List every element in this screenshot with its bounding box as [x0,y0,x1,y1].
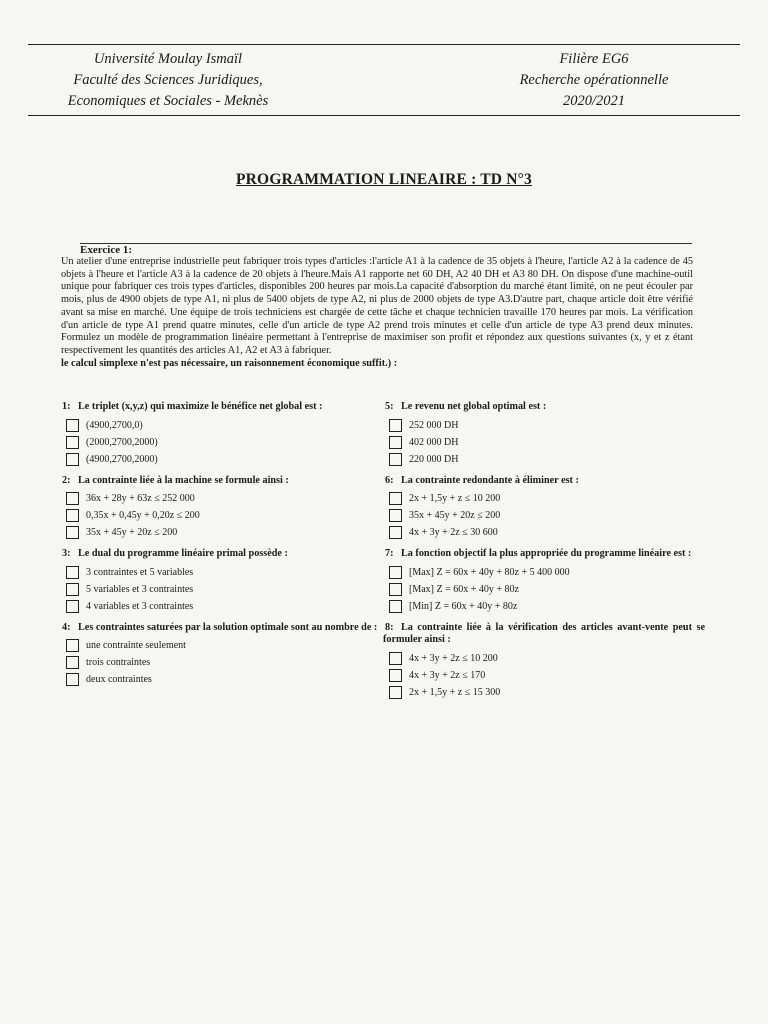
answer-option[interactable] [383,507,705,524]
question-label: Le triplet (x,y,z) qui maximize le bénéfice net global est : [78,401,323,412]
answer-option-label: 2x + 1,5y + z ≤ 15 300 [409,686,501,698]
answer-option[interactable] [60,507,382,524]
question-text [60,622,382,635]
answer-checkbox[interactable] [389,686,402,699]
university-name: Université Moulay Ismaïl [93,51,243,67]
answer-option-label: 35x + 45y + 20z ≤ 200 [86,527,178,538]
answer-option[interactable] [60,451,382,468]
question-number: 5: [385,401,394,412]
course-block [490,49,698,112]
answer-option[interactable] [383,650,705,667]
answer-option-label: 2x + 1,5y + z ≤ 10 200 [409,493,501,504]
question-text [383,622,705,647]
question-label: La contrainte liée à la machine se formule ainsi : [78,474,289,486]
header-top-rule [28,44,740,45]
question-5 [383,401,705,468]
question-1 [60,401,382,468]
answer-option[interactable] [383,667,705,684]
question-label: La fonction objectif la plus appropriée du programme linéaire est : [401,548,692,559]
answer-option[interactable] [383,434,705,451]
question-text [383,475,705,488]
questions-column-right [383,401,705,708]
answer-option[interactable] [60,490,382,507]
question-number: 2: [62,474,71,486]
faculty-name: Faculté des Sciences Juridiques, [73,72,263,88]
answer-option[interactable] [60,417,382,434]
header-bottom-rule [28,115,740,116]
answer-option-label: 252 000 DH [409,419,459,431]
answer-option-label: [Max] Z = 60x + 40y + 80z [409,583,519,595]
answer-option-label: [Min] Z = 60x + 40y + 80z [409,600,518,612]
answer-option[interactable] [383,490,705,507]
answer-option[interactable] [383,524,705,541]
answer-checkbox[interactable] [389,526,402,539]
answer-checkbox[interactable] [389,419,402,432]
answer-checkbox[interactable] [389,566,402,579]
answer-checkbox[interactable] [389,453,402,466]
answer-option[interactable] [60,637,382,654]
question-3 [60,548,382,615]
answer-option-label: une contrainte seulement [86,640,186,651]
answer-option[interactable] [383,564,705,581]
answer-option-label: [Max] Z = 60x + 40y + 80z + 5 400 000 [409,566,570,578]
question-number: 7: [385,548,394,559]
answer-option-label: 220 000 DH [409,453,459,465]
question-4 [60,622,382,689]
question-label: Les contraintes saturées par la solution optimale sont au nombre de : [78,621,378,633]
question-label: La contrainte liée à la vérification des articles avant-vente peut se formuler ainsi : [383,621,705,645]
university-block [28,49,308,112]
answer-checkbox[interactable] [66,656,79,669]
answer-checkbox[interactable] [66,639,79,652]
question-7 [383,548,705,615]
answer-option-label: 36x + 28y + 63z ≤ 252 000 [86,493,195,504]
answer-checkbox[interactable] [66,583,79,596]
academic-year: 2020/2021 [562,93,626,109]
question-text [383,401,705,414]
answer-checkbox[interactable] [66,526,79,539]
answer-option[interactable] [60,671,382,688]
answer-option-label: (2000,2700,2000) [86,436,158,448]
answer-option-label: 4x + 3y + 2z ≤ 10 200 [409,652,498,664]
answer-option[interactable] [60,598,382,615]
answer-checkbox[interactable] [389,600,402,613]
answer-checkbox[interactable] [66,566,79,579]
exercise-note: le calcul simplexe n'est pas nécessaire, un raisonnement économique suffit.) : [61,357,398,369]
question-number: 8: [385,621,394,633]
faculty-name-line2: Economiques et Sociales - Meknès [67,93,269,109]
answer-option-label: 5 variables et 3 contraintes [86,583,194,595]
answer-option[interactable] [383,451,705,468]
question-label: Le dual du programme linéaire primal possède : [78,548,288,559]
question-label: Le revenu net global optimal est : [401,401,547,412]
question-text [60,548,382,561]
answer-option-label: trois contraintes [86,657,151,668]
answer-checkbox[interactable] [389,669,402,682]
question-label: La contrainte redondante à éliminer est : [401,474,579,486]
answer-option[interactable] [60,581,382,598]
answer-option[interactable] [60,564,382,581]
question-text [60,475,382,488]
answer-checkbox[interactable] [66,492,79,505]
question-number: 4: [62,621,71,633]
course-name: Recherche opérationnelle [519,72,669,88]
answer-option[interactable] [383,417,705,434]
exercise-statement [61,256,693,370]
question-2 [60,475,382,542]
answer-option-label: (4900,2700,2000) [86,453,158,465]
question-number: 6: [385,474,394,486]
answer-option-label: 0,35x + 0,45y + 0,20z ≤ 200 [86,510,200,521]
answer-option[interactable] [383,598,705,615]
answer-option[interactable] [60,524,382,541]
answer-checkbox[interactable] [389,436,402,449]
answer-checkbox[interactable] [66,453,79,466]
answer-checkbox[interactable] [389,652,402,665]
answer-option-label: deux contraintes [86,674,152,685]
answer-option-label: 4x + 3y + 2z ≤ 30 600 [409,527,498,538]
answer-option-label: 35x + 45y + 20z ≤ 200 [409,510,501,521]
question-number: 3: [62,548,71,559]
answer-option-label: 4x + 3y + 2z ≤ 170 [409,669,486,681]
answer-checkbox[interactable] [66,509,79,522]
answer-option[interactable] [383,684,705,701]
answer-checkbox[interactable] [66,419,79,432]
answer-option[interactable] [383,581,705,598]
answer-option-label: (4900,2700,0) [86,419,143,431]
question-number: 1: [62,401,71,412]
exercise-title: Exercice 1: [80,244,133,256]
answer-checkbox[interactable] [66,600,79,613]
page-title: PROGRAMMATION LINEAIRE : TD N°3 [236,171,532,188]
answer-option[interactable] [60,434,382,451]
answer-option[interactable] [60,654,382,671]
answer-option-label: 3 contraintes et 5 variables [86,566,194,578]
answer-option-label: 4 variables et 3 contraintes [86,600,194,612]
question-text [60,401,382,414]
question-6 [383,475,705,542]
question-text [383,548,705,561]
exercise-body-text: Un atelier d'une entreprise industrielle peut fabriquer trois types d'articles :l'article A1 à la cadence de 35 objets à l'heure, l'article A2 à la cadence de 45 objets à l'heure et l'article A3 à la cadence de 20 objets à l'heure.Mais A1 rapporte net 60 DH, A2 40 DH et A3 80 DH. On dispose d'une machine-outil unique pour fabriquer ces trois types d'articles, disponibles 200 heures par mois.La capacité d'absorption du marché étant limité, on ne peut écouler par mois, plus de 4900 objets de type A1, ni plus de 5400 objets de type A2, ni plus de 2000 objets de type A3.D'autre part, chaque article doit être vérifié avant sa mise en marché. Une équipe de trois techniciens est chargée de cette tâche et chaque technicien travaille 170 heures par mois. La vérification d'un article de type A1 prend quatre minutes, celle d'un article de type A2 prend trois minutes et celle d'un article de type A3 prend deux minutes. Formulez un modèle de programmation linéaire permettant à l'entreprise de maximiser son profit et répondez aux questions suivantes (x, y et z étant respectivement les quantités des articles A1, A2 et A3 à fabriquer. [61,256,693,356]
answer-checkbox[interactable] [389,492,402,505]
answer-checkbox[interactable] [66,436,79,449]
questions-column-left [60,401,382,695]
question-8 [383,622,705,701]
answer-checkbox[interactable] [389,509,402,522]
answer-checkbox[interactable] [389,583,402,596]
exercise-rule [80,243,692,244]
answer-option-label: 402 000 DH [409,436,459,448]
answer-checkbox[interactable] [66,673,79,686]
program-name: Filière EG6 [559,51,629,67]
